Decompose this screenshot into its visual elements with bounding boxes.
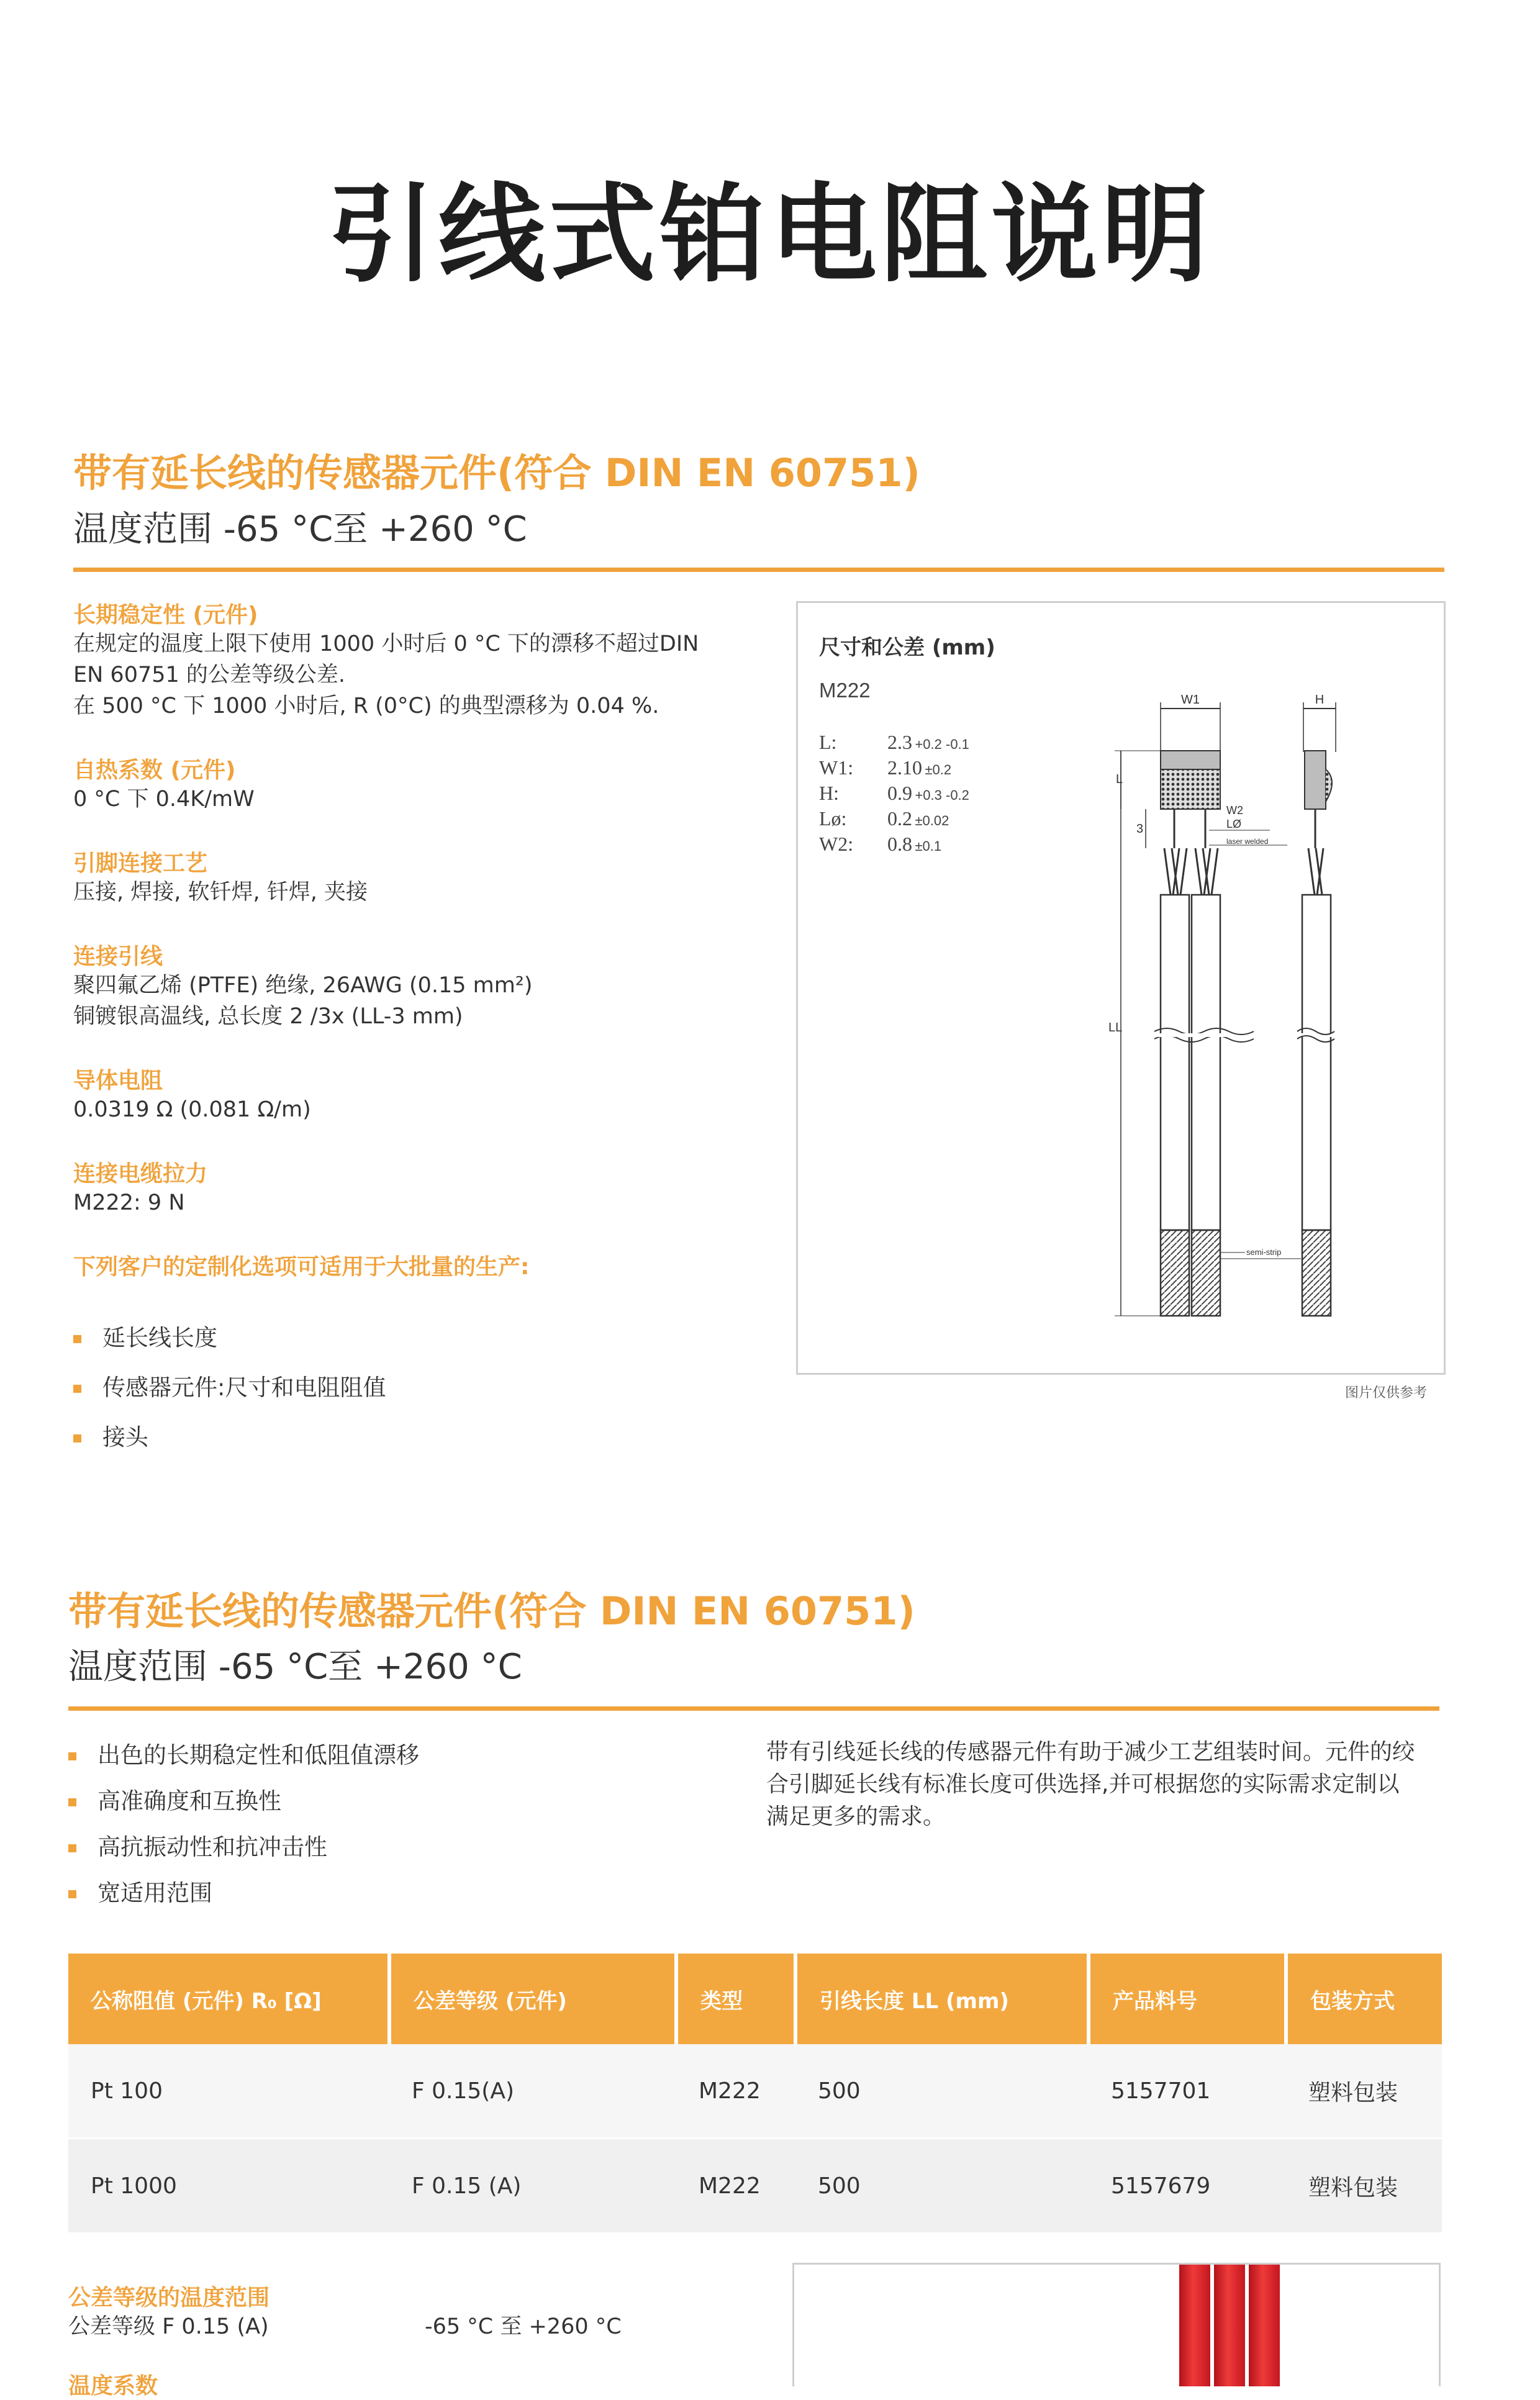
prop-text-conductor: 0.0319 Ω (0.081 Ω/m) xyxy=(73,1097,311,1122)
col-header-lead-length: 引线长度 LL (mm) xyxy=(795,1954,1089,2044)
col-header-type: 类型 xyxy=(676,1954,795,2044)
table-header-row xyxy=(68,1954,1442,2044)
prop-label-conductor: 导体电阻 xyxy=(73,1068,163,1094)
bullet-square-icon xyxy=(73,1335,81,1343)
red-wire xyxy=(1214,2265,1245,2386)
custom-options-label: 下列客户的定制化选项可适用于大批量的生产: xyxy=(73,1254,530,1280)
prop-text-selfheat: 0 °C 下 0.4K/mW xyxy=(73,787,255,812)
sensor-drawing xyxy=(798,603,1444,1373)
image-reference-note: 图片仅供参考 xyxy=(1345,1385,1428,1400)
dimension-list: L: 2.3 +0.2 -0.1 W1: 2.10 ±0.2 H: 0.9 +0.3 -0.2 Lø: 0.2 ±0.02 W2: 0.8 ±0.1 xyxy=(819,731,969,855)
label-laser-welded: laser welded xyxy=(1226,837,1269,846)
diagram-model: M222 xyxy=(819,679,871,702)
custom-item: 延长线长度 xyxy=(73,1319,756,1352)
prop-text-leads-2: 铜镀银高温线, 总长度 2 /3x (LL-3 mm) xyxy=(73,1004,463,1029)
col-header-packaging: 包装方式 xyxy=(1286,1954,1442,2044)
section2-subtitle: 温度范围 -65 °C至 +260 °C xyxy=(68,1647,522,1687)
bullet-square-icon xyxy=(73,1434,81,1442)
prop-text-stability-3: 在 500 °C 下 1000 小时后, R (0°C) 的典型漂移为 0.04 %. xyxy=(73,694,659,718)
bullet-square-icon xyxy=(73,1385,81,1393)
prop-text-tensile: M222: 9 N xyxy=(73,1190,185,1215)
prop-label-connection-process: 引脚连接工艺 xyxy=(73,851,208,876)
prop-label-tensile: 连接电缆拉力 xyxy=(73,1161,208,1187)
temperature-coefficient-label: 温度系数 xyxy=(68,2373,158,2399)
section1-divider xyxy=(73,568,1444,572)
section1-subtitle: 温度范围 -65 °C至 +260 °C xyxy=(73,509,527,550)
label-ll: LL xyxy=(1108,1021,1123,1035)
label-3: 3 xyxy=(1136,822,1144,836)
col-header-part-number: 产品料号 xyxy=(1089,1954,1286,2044)
page-title: 引线式铂电阻说明 xyxy=(328,172,1212,297)
label-semi-strip: semi-strip xyxy=(1246,1248,1282,1257)
red-wire xyxy=(1249,2265,1280,2386)
feature-item: 出色的长期稳定性和低阻值漂移 xyxy=(68,1736,419,1782)
bullet-square-icon xyxy=(68,1844,76,1852)
prop-text-stability-1: 在规定的温度上限下使用 1000 小时后 0 °C 下的漂移不超过DIN xyxy=(73,632,699,656)
label-w1: W1 xyxy=(1181,693,1200,707)
section1-properties xyxy=(73,597,756,1452)
tolerance-range-label: 公差等级的温度范围 xyxy=(68,2285,270,2311)
prop-text-connection-process: 压接, 焊接, 软钎焊, 钎焊, 夹接 xyxy=(73,880,368,905)
table-row: Pt 100 F 0.15(A) M222 500 5157701 塑料包装 xyxy=(68,2044,1442,2139)
custom-item: 接头 xyxy=(73,1418,756,1452)
tolerance-class-value: -65 °C 至 +260 °C xyxy=(425,2314,622,2339)
label-w2: W2 xyxy=(1226,804,1243,817)
col-header-tolerance-class: 公差等级 (元件) xyxy=(389,1954,676,2044)
label-lo: LØ xyxy=(1226,818,1242,830)
label-l: L xyxy=(1116,772,1123,786)
feature-item: 高准确度和互换性 xyxy=(68,1782,419,1828)
custom-item: 传感器元件:尺寸和电阻阻值 xyxy=(73,1369,756,1402)
red-wire xyxy=(1179,2265,1210,2386)
bullet-square-icon xyxy=(68,1798,76,1806)
feature-item: 高抗振动性和抗冲击性 xyxy=(68,1828,419,1874)
prop-text-leads-1: 聚四氟乙烯 (PTFE) 绝缘, 26AWG (0.15 mm²) xyxy=(73,973,533,998)
spec-table xyxy=(68,1954,1442,2234)
prop-label-stability: 长期稳定性 (元件) xyxy=(73,602,258,628)
prop-label-leads: 连接引线 xyxy=(73,944,163,969)
product-photo xyxy=(792,2263,1441,2386)
product-description: 带有引线延长线的传感器元件有助于减少工艺组装时间。元件的绞 合引脚延长线有标准长度可供选择,并可根据您的实际需求定制以 满足更多的需求。 xyxy=(766,1739,1415,1829)
col-header-nominal-resistance: 公称阻值 (元件) R₀ [Ω] xyxy=(68,1954,389,2044)
feature-list xyxy=(68,1736,419,1920)
feature-item: 宽适用范围 xyxy=(68,1874,419,1920)
prop-label-selfheat: 自热系数 (元件) xyxy=(73,758,236,783)
table-row: Pt 1000 F 0.15 (A) M222 500 5157679 塑料包装 xyxy=(68,2139,1442,2234)
diagram-title: 尺寸和公差 (mm) xyxy=(819,635,995,660)
section2-title: 带有延长线的传感器元件(符合 DIN EN 60751) xyxy=(68,1588,915,1634)
prop-text-stability-2: EN 60751 的公差等级公差. xyxy=(73,663,346,687)
section2-divider xyxy=(68,1706,1439,1711)
bullet-square-icon xyxy=(68,1890,76,1898)
bullet-square-icon xyxy=(68,1752,76,1760)
section1-title: 带有延长线的传感器元件(符合 DIN EN 60751) xyxy=(73,450,920,496)
tolerance-class-key: 公差等级 F 0.15 (A) xyxy=(68,2314,269,2339)
label-h: H xyxy=(1315,693,1325,707)
dimension-diagram xyxy=(796,601,1446,1375)
